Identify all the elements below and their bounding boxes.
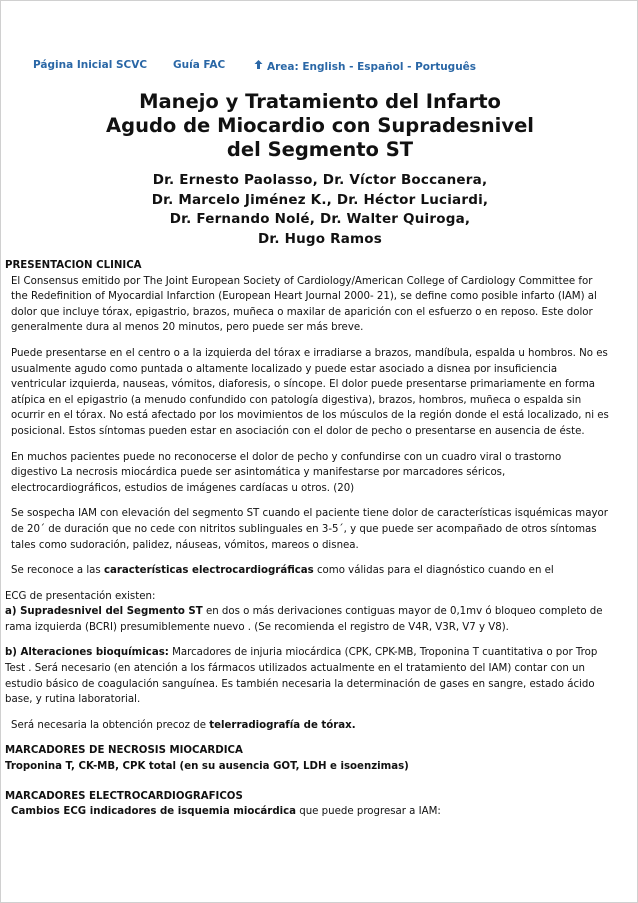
title-line: del Segmento ST [226,138,414,161]
title-line: Manejo y Tratamiento del Infarto [139,90,501,113]
xray-emphasis: telerradiografía de tórax. [209,719,356,731]
paragraph-suspicion: Se sospecha IAM con elevación del segmento ST cuando el paciente tiene dolor de características isquémicas mayor de 20´ de duración que no cede con nitritos sublinguales en 3-5´, y que puede ser acompañado de otros síntomas tales como sudoración, palidez, náuseas, vómitos, mareos o disnea. [11,508,608,551]
ecg-markers-heading: MARCADORES ELECTROCARDIOGRAFICOS [5,790,243,802]
page-title [60,90,580,162]
paragraph-pain-location: Puede presentarse en el centro o a la izquierda del tórax e irradiarse a brazos, mandíbula, espalda u hombros. No es usualmente agudo como puntada o altamente localizado y puede estar asociado a disnea por insuficiencia ventricular izquierda, nauseas, vómitos, diaforesis, o síncope. El dolor puede presentarse primariamente en forma atípica en el epigastrio (a menudo confundido con patología digestiva), brazos, hombros, muñeca o espalda sin ocurrir en el tórax. No está afectado por los movimientos de los músculos de la región donde el está localizado, ni es posicional. Estos síntomas pueden estar en asociación con el dolor de pecho o presentarse en ausencia de éste. [11,347,609,437]
paragraph-ecg-presentation: ECG de presentación existen: [5,590,156,602]
author-line: Dr. Ernesto Paolasso, Dr. Víctor Boccanera, [152,172,488,188]
authors [90,171,550,249]
author-line: Dr. Hugo Ramos [258,230,382,247]
ecg-criteria-intro: Se reconoce a las [11,565,104,577]
item-st-elevation-label: a) Supradesnivel del Segmento ST [5,606,203,618]
area-language-label: Area: English - Español - Português [267,61,477,73]
paragraph-atypical: En muchos pacientes puede no reconocerse el dolor de pecho y confundirse con un cuadro viral o trastorno digestivo La necrosis miocárdica puede ser asintomática y manifestarse por marcadores séricos, electrocardiográficos, estudios de imágenes cardíacas u otros. (20) [11,451,562,494]
item-st-elevation [5,604,610,635]
paragraph-consensus: El Consensus emitido por The Joint European Society of Cardiology/American College of Cardiology Committee for the Redefinition of Myocardial Infarction (European Heart Journal 2000- 21), se define como posible infarto (IAM) al dolor que incluye tórax, epigastrio, brazos, muñeca o maxilar de aparición con el esfuerzo o en reposo. Este dolor generalmente dura al menos 20 minutos, pero puede ser más breve. [11,275,597,334]
ecg-changes-label: Cambios ECG indicadores de isquemia miocárdica [11,806,297,818]
article-body [5,258,610,830]
item-biochemical-text: Marcadores de injuria miocárdica (CPK, CPK-MB, Troponina T cuantitativa o por Trop Test . Será necesario (en atención a los fármacos utilizados actualmente en el tratamiento del IAM) contar con un estudio básico de coagulación sanguínea. Es también necesaria la determinación de gases en sangre, estado ácido base, y rutina laboratorial. [5,647,598,706]
item-st-elevation-text: en dos o más derivaciones contiguas mayor de 0,1mv ó bloqueo completo de rama izquierda (BCRI) presumiblemente nuevo . (Se recomienda el registro de V4R, V3R, V7 y V8). [5,606,603,633]
home-link[interactable]: Página Inicial SCVC [33,59,148,71]
ecg-criteria-emphasis: características electrocardiográficas [103,565,314,577]
guide-link[interactable]: Guía FAC [173,59,226,71]
paragraph-xray [5,718,610,734]
paragraph-ecg-criteria [5,563,610,579]
clinical-presentation-heading: PRESENTACION CLINICA [5,260,142,271]
item-biochemical-label: b) Alteraciones bioquímicas: [5,647,169,659]
necrosis-markers-list: Troponina T, CK-MB, CPK total (en su ausencia GOT, LDH e isoenzimas) [5,761,409,773]
item-biochemical [5,645,610,707]
ecg-criteria-rest: como válidas para el diagnóstico cuando en el [313,565,554,577]
area-language-link[interactable] [253,59,476,73]
necrosis-markers-heading: MARCADORES DE NECROSIS MIOCARDICA [5,745,243,757]
up-arrow-icon [253,59,264,73]
xray-intro: Será necesaria la obtención precoz de [11,719,210,731]
ecg-changes [5,804,610,820]
author-line: Dr. Marcelo Jiménez K., Dr. Héctor Luciardi, [151,191,489,208]
author-line: Dr. Fernando Nolé, Dr. Walter Quiroga, [169,211,471,227]
ecg-changes-text: que puede progresar a IAM: [296,806,441,818]
title-line: Agudo de Miocardio con Supradesnivel [106,114,534,137]
